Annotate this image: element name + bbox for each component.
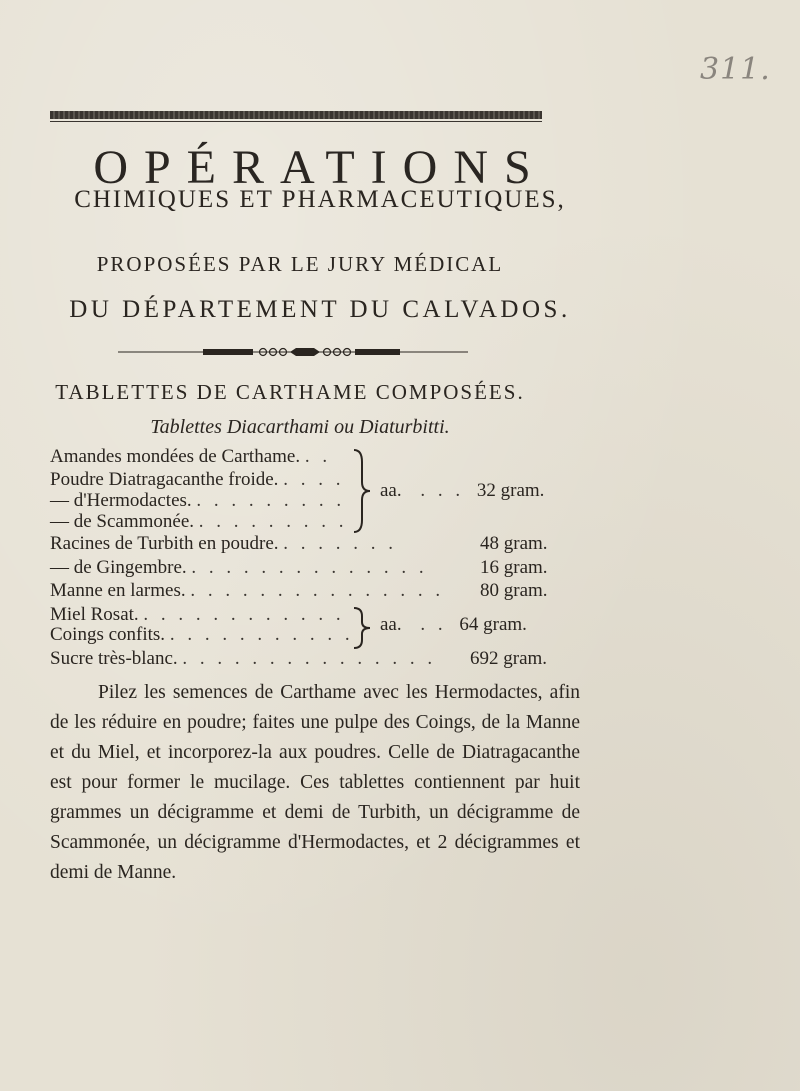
ingredient-name: Coings confits. xyxy=(50,624,166,645)
recipe-item xyxy=(50,446,331,468)
top-decorative-rule xyxy=(50,111,542,119)
leader-dots: . . . . . . . . . xyxy=(196,490,346,511)
section-title: TABLETTES DE CARTHAME COMPOSÉES. xyxy=(55,380,525,404)
leader-dots: . . . . . . . . . . . . xyxy=(143,604,345,625)
leader-dots: . . xyxy=(420,614,447,635)
ornament-divider xyxy=(118,346,468,358)
quantity-value: 692 gram. xyxy=(470,648,548,669)
quantity-value: 32 gram. xyxy=(476,480,545,501)
subtitle-line-1: CHIMIQUES ET PHARMACEUTIQUES, xyxy=(74,186,566,213)
recipe-item xyxy=(50,557,428,579)
main-title: OPÉRATIONS xyxy=(93,141,547,194)
ingredient-name: Racines de Turbith en poudre. xyxy=(50,533,279,554)
leader-dots: . . . . . . . . . . . . . . xyxy=(191,557,428,578)
ingredient-name: Manne en larmes. xyxy=(50,580,186,601)
handwritten-page-number: 311. xyxy=(700,52,771,87)
section-subtitle: Tablettes Diacarthami ou Diaturbitti. xyxy=(150,416,450,438)
group-quantity xyxy=(380,480,544,502)
ingredient-name: Sucre très-blanc. xyxy=(50,648,178,669)
recipe-item xyxy=(50,648,436,670)
group-brace xyxy=(350,448,374,534)
aa-abbrev: aa. xyxy=(380,480,402,501)
recipe-item xyxy=(50,511,348,533)
aa-abbrev: aa. xyxy=(380,614,402,635)
instructions-paragraph xyxy=(50,678,580,888)
recipe-item xyxy=(50,604,345,626)
ingredient-name: — de Scammonée. xyxy=(50,511,195,532)
leader-dots: . . . . . . . . . xyxy=(198,511,348,532)
quantity-value: 80 gram. xyxy=(480,580,548,601)
group-brace xyxy=(350,606,374,650)
leader-dots: . . . . . . . . . . . . . . . xyxy=(190,580,445,601)
subtitle-line-3: DU DÉPARTEMENT DU CALVADOS. xyxy=(69,296,571,323)
subtitle-line-2: PROPOSÉES PAR LE JURY MÉDICAL xyxy=(96,252,504,276)
ingredient-name: Amandes mondées de Carthame. xyxy=(50,446,301,467)
recipe-item xyxy=(50,469,344,491)
recipe-item xyxy=(50,624,354,646)
quantity-value: 16 gram. xyxy=(480,557,548,578)
quantity-value: 64 gram. xyxy=(459,614,527,635)
leader-dots: . . . xyxy=(420,480,465,501)
leader-dots: . . . . . . . . . . . xyxy=(169,624,354,645)
ingredient-name: — d'Hermodactes. xyxy=(50,490,192,511)
leader-dots: . . . . xyxy=(283,469,345,490)
leader-dots: . . xyxy=(304,446,332,467)
leader-dots: . . . . . . . . . . . . . . . xyxy=(182,648,437,669)
ingredient-name: — de Gingembre. xyxy=(50,557,187,578)
recipe-item xyxy=(50,533,397,555)
ingredient-name: Poudre Diatragacanthe froide. xyxy=(50,469,279,490)
recipe-item xyxy=(50,580,444,602)
recipe-item xyxy=(50,490,345,512)
instructions-text: Pilez les semences de Carthame avec les Hermodactes, afin de les réduire en poudre; faites une pulpe des Coings, de la Manne et du Miel, et incorporez-la aux poudres. Celle de Diatragacanthe est pour former le mucilage. Ces tablettes contiennent par huit grammes un décigramme et demi de Turbith, un décigramme de Scammonée, un décigramme d'Hermodactes, et 2 décigrammes et demi de Manne. xyxy=(50,682,580,883)
leader-dots: . . . . . . . xyxy=(283,533,398,554)
group-quantity xyxy=(380,614,527,636)
quantity-value: 48 gram. xyxy=(480,533,548,554)
ingredient-name: Miel Rosat. xyxy=(50,604,139,625)
